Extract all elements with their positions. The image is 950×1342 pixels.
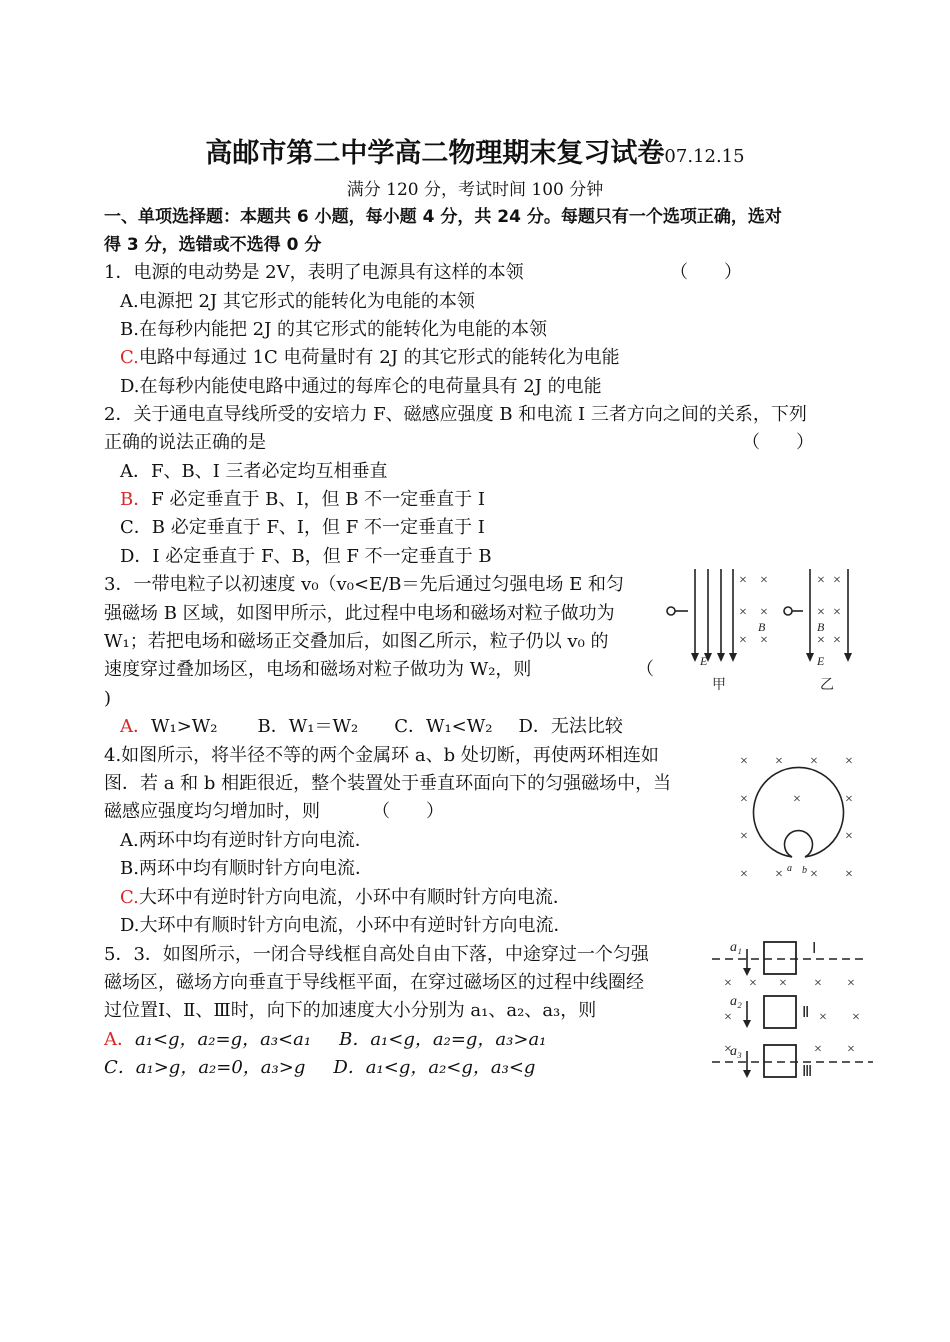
q3-option-d: D．无法比较 [518, 716, 623, 737]
q3-stem-3: W₁；若把电场和磁场正交叠加后，如图乙所示，粒子仍以 v₀ 的 [104, 631, 609, 652]
svg-text:×: × [740, 792, 748, 807]
svg-text:×: × [760, 573, 768, 588]
svg-text:×: × [760, 633, 768, 648]
q4-stem: 4.如图所示，将半径不等的两个金属环 a、b 处切断，再使两环相连如 [104, 745, 659, 766]
q4-fig-a: a [787, 863, 792, 874]
q5-fig-label-i: Ⅰ [812, 941, 817, 957]
q1-stem: 1．电源的电动势是 2V，表明了电源具有这样的本领 [104, 262, 524, 283]
q3-option-b: B．W₁＝W₂ [257, 716, 359, 737]
q3-option-a: W₁>W₂ [151, 716, 218, 737]
q4-fig-b: b [802, 865, 807, 876]
q4-answer-paren: （ ） [372, 801, 444, 822]
svg-text:×: × [810, 867, 818, 882]
svg-text:×: × [845, 754, 853, 769]
q1-option-c [120, 344, 620, 372]
svg-text:×: × [817, 633, 825, 648]
q5-option-d: D．a₁<g，a₂<g，a₃<g [333, 1057, 536, 1078]
title-text: 高邮市第二中学高二物理期末复习试卷 [205, 138, 665, 169]
q4-option-c [120, 884, 571, 912]
q2-stem-cont: 正确的说法正确的是 [104, 432, 266, 453]
q5-fig-label-ii: Ⅱ [802, 1005, 810, 1021]
q2-option-b-letter: B． [120, 489, 152, 510]
svg-text:×: × [845, 792, 853, 807]
q3-fig-label-e2: E [817, 654, 825, 668]
svg-text:×: × [845, 867, 853, 882]
q5-option-c: C．a₁>g，a₂=0，a₃>g [104, 1057, 306, 1078]
q3-fig-label-yi: 乙 [820, 678, 834, 693]
q3-stem-4: 速度穿过叠加场区，电场和磁场对粒子做功为 W₂，则 [104, 659, 532, 680]
q4-stem-2: 图．若 a 和 b 相距很近，整个装置处于垂直环面向下的匀强磁场中，当 [104, 773, 672, 794]
q4-option-d: D.大环中有顺时针方向电流，小环中有逆时针方向电流． [120, 915, 572, 936]
q5-option-b: B．a₁<g，a₂=g，a₃>a₁ [339, 1029, 547, 1050]
q5-figure [708, 935, 873, 1080]
q3-stem: 3．一带电粒子以初速度 v₀（v₀<E/B＝先后通过匀强电场 E 和匀 [104, 574, 625, 595]
svg-text:×: × [814, 1042, 822, 1057]
q1-option-d: D.在每秒内能使电路中通过的每库仑的电荷量具有 2J 的电能 [120, 376, 602, 397]
q4-stem-3: 磁感应强度均匀增加时，则 [104, 801, 320, 822]
q4-option-a: A.两环中均有逆时针方向电流． [120, 830, 373, 851]
svg-text:×: × [817, 573, 825, 588]
svg-text:×: × [852, 1010, 860, 1025]
svg-text:×: × [833, 573, 841, 588]
svg-text:×: × [739, 633, 747, 648]
svg-text:×: × [775, 754, 783, 769]
q5-stem-2: 磁场区，磁场方向垂直于导线框平面，在穿过磁场区的过程中线圈经 [104, 972, 644, 993]
svg-text:×: × [817, 605, 825, 620]
q5-options-ab [104, 1026, 546, 1054]
q5-fig-label-iii: Ⅲ [802, 1064, 813, 1080]
q5-options-cd [104, 1054, 535, 1082]
q3-figure [662, 565, 862, 695]
q5-fig-a2: a₂ [730, 994, 742, 1009]
svg-text:×: × [814, 976, 822, 991]
q3-options [120, 713, 623, 741]
q5-option-a-letter: A． [104, 1029, 135, 1050]
title-date: 07.12.15 [664, 146, 745, 167]
svg-text:×: × [779, 976, 787, 991]
svg-text:×: × [724, 976, 732, 991]
q3-option-c: C．W₁<W₂ [394, 716, 493, 737]
q2-option-d: D．I 必定垂直于 F、B，但 F 不一定垂直于 B [120, 546, 492, 567]
exam-subtitle: 满分 120 分，考试时间 100 分钟 [346, 180, 604, 200]
q3-answer-paren: （ [636, 659, 654, 680]
svg-text:×: × [793, 792, 801, 807]
svg-text:×: × [819, 1010, 827, 1025]
q4-option-b: B.两环中均有顺时针方向电流． [120, 858, 373, 879]
svg-text:×: × [740, 829, 748, 844]
q3-fig-label-b: B [758, 620, 766, 634]
q1-option-a: A.电源把 2J 其它形式的能转化为电能的本领 [120, 291, 475, 312]
q4-option-c-text: 大环中有逆时针方向电流，小环中有顺时针方向电流． [138, 887, 571, 908]
svg-text:×: × [775, 867, 783, 882]
q5-stem-3: 过位置Ⅰ、Ⅱ、Ⅲ时，向下的加速度大小分别为 a₁、a₂、a₃，则 [104, 1000, 597, 1021]
q3-fig-label-b2: B [817, 620, 825, 634]
svg-text:×: × [739, 605, 747, 620]
svg-text:×: × [739, 573, 747, 588]
svg-text:×: × [724, 1042, 732, 1057]
q3-fig-label-jia: 甲 [712, 678, 726, 693]
svg-text:×: × [845, 829, 853, 844]
q1-answer-paren: （ ） [670, 262, 742, 283]
q1-option-c-text: 电路中每通过 1C 电荷量时有 2J 的其它形式的能转化为电能 [138, 347, 620, 368]
q2-option-a: A．F、B、I 三者必定均互相垂直 [120, 461, 388, 482]
q2-option-b-text: F 必定垂直于 B、I，但 B 不一定垂直于 I [151, 489, 486, 510]
section-heading-cont: 得 3 分，选错或不选得 0 分 [104, 235, 322, 255]
q2-option-b [120, 486, 485, 514]
exam-title [0, 131, 950, 170]
svg-text:×: × [847, 976, 855, 991]
svg-text:×: × [760, 605, 768, 620]
q5-option-a: a₁<g，a₂=g，a₃<a₁ [135, 1029, 312, 1050]
svg-text:×: × [810, 754, 818, 769]
svg-text:×: × [724, 1010, 732, 1025]
q3-stem-2: 强磁场 B 区域，如图甲所示，此过程中电场和磁场对粒子做功为 [104, 603, 615, 624]
q5-fig-a3: a₃ [730, 1044, 742, 1059]
q1-option-b: B.在每秒内能把 2J 的其它形式的能转化为电能的本领 [120, 319, 548, 340]
q4-option-c-letter: C. [120, 887, 139, 908]
q5-fig-a1: a₁ [730, 940, 742, 955]
svg-text:×: × [740, 754, 748, 769]
section-heading: 一、单项选择题：本题共 6 小题，每小题 4 分，共 24 分。每题只有一个选项正确，选对 [104, 207, 782, 227]
q3-fig-label-e: E [700, 654, 708, 668]
q2-stem: 2．关于通电直导线所受的安培力 F、磁感应强度 B 和电流 I 三者方向之间的关系，下列 [104, 404, 807, 425]
q2-option-c: C．B 必定垂直于 F、I，但 F 不一定垂直于 I [120, 517, 485, 538]
q1-option-c-letter: C. [120, 347, 139, 368]
q3-option-a-letter: A． [120, 716, 151, 737]
svg-text:×: × [833, 605, 841, 620]
q5-stem: 5．3．如图所示，一闭合导线框自高处自由下落，中途穿过一个匀强 [104, 944, 649, 965]
svg-text:×: × [833, 633, 841, 648]
svg-text:×: × [749, 976, 757, 991]
svg-text:×: × [847, 1042, 855, 1057]
q3-answer-paren-close: ) [104, 688, 112, 709]
svg-text:×: × [740, 867, 748, 882]
q2-answer-paren: （ ） [742, 432, 814, 453]
q4-figure [732, 745, 872, 885]
